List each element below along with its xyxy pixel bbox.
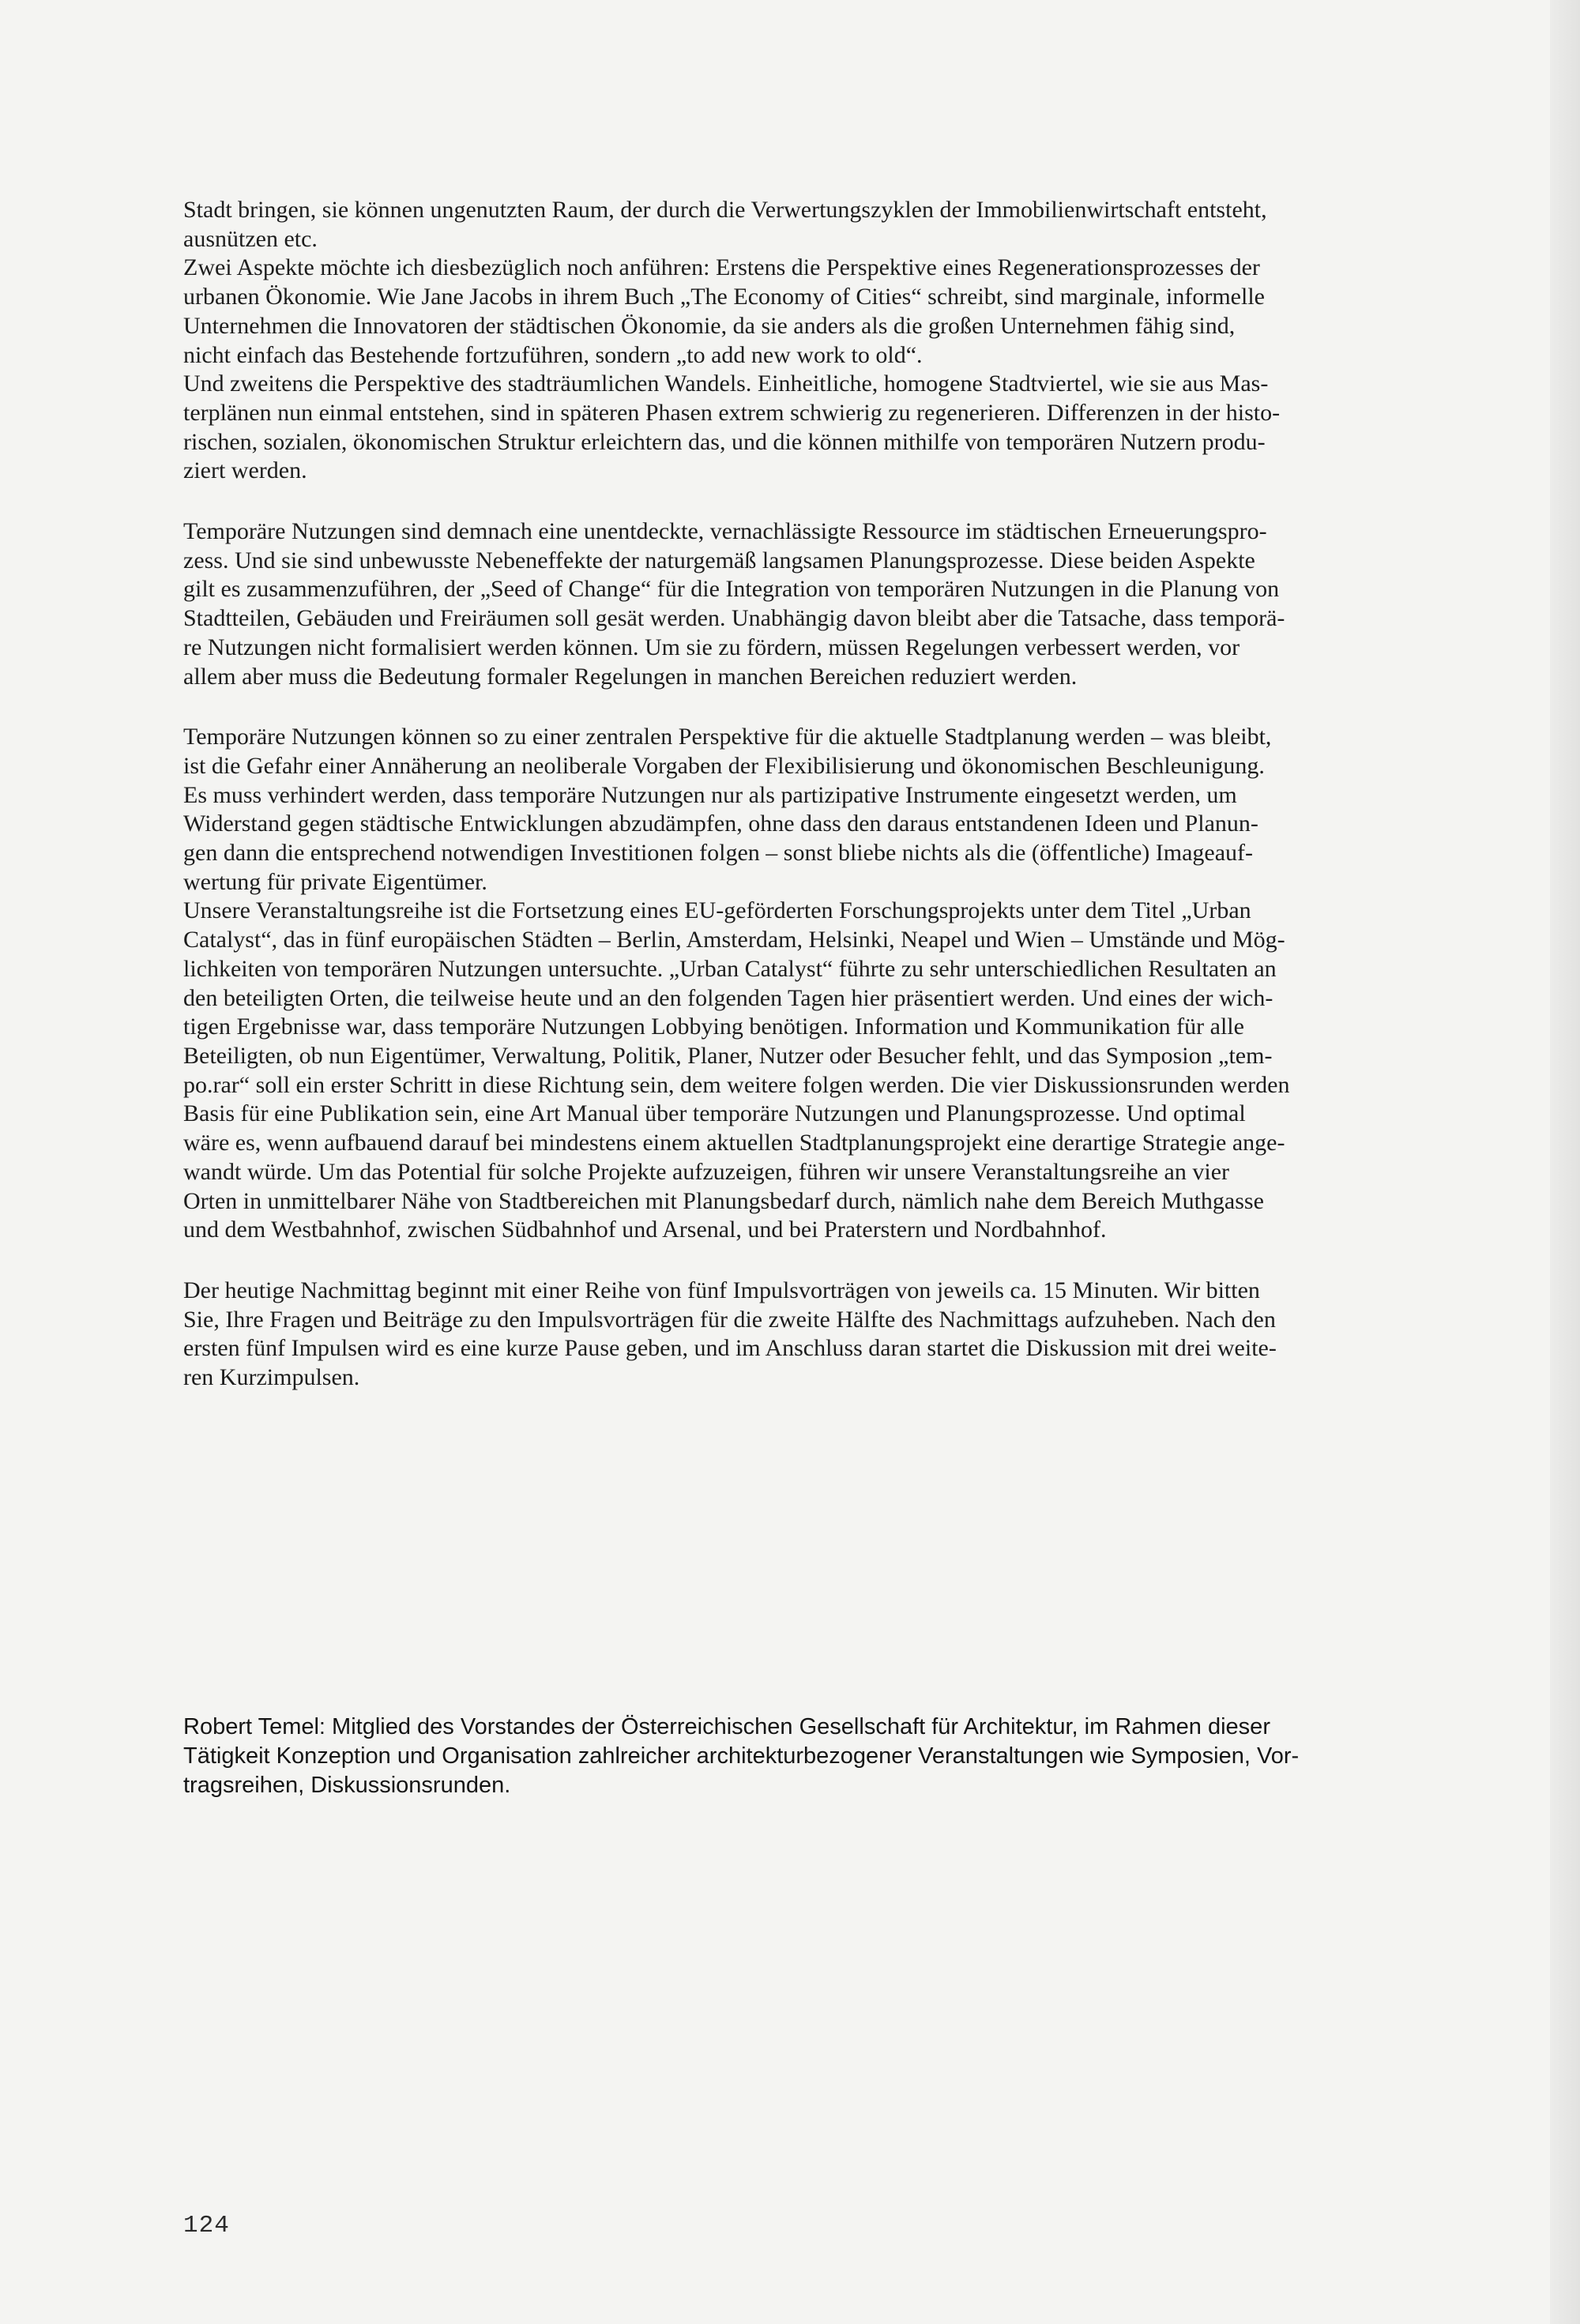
body-paragraph-4: Der heutige Nachmittag beginnt mit einer Reihe von fünf Impulsvorträgen von jeweils ca. 15 Minuten. Wir bitten Sie, Ihre Fragen und Beiträge zu den Impulsvorträgen für die zweite Hälfte des Nachmittags aufzuheben. Nach den ersten fünf Impulsen wird es eine kurze Pause geben, und im Anschluss daran startet die Diskussion mit drei weite- ren Kurzimpulsen. — [183, 1277, 1277, 1391]
page-number: 124 — [183, 2212, 230, 2239]
paragraph-gap — [183, 486, 1485, 517]
paragraph-gap — [183, 691, 1485, 723]
body-paragraph-1: Stadt bringen, sie können ungenutzten Raum, der durch die Verwertungszyklen der Immobilienwirtschaft entsteht, ausnützen etc. Zwei Aspekte möchte ich diesbezüglich noch anführen: Erstens die Perspektive eines Regenerationsprozesses der urbanen Ökonomie. Wie Jane Jacobs in ihrem Buch „The Economy of Cities“ schreibt, sind marginale, informelle Unternehmen die Innovatoren der städtischen Ökonomie, da sie anders als die großen Unternehmen fähig sind, nicht einfach das Bestehende fortzuführen, sondern „to add new work to old“. Und zweitens die Perspektive des stadträumlichen Wandels. Einheitliche, homogene Stadtviertel, wie sie aus Mas- terplänen nun einmal entstehen, sind in späteren Phasen extrem schwierig zu regenerieren. Differenzen in der histo- rischen, sozialen, ökonomischen Struktur erleichtern das, und die können mithilfe von temporären Nutzern produ- ziert werden. — [183, 197, 1281, 484]
article-body — [183, 196, 1485, 1393]
body-paragraph-2: Temporäre Nutzungen sind demnach eine unentdeckte, vernachlässigte Ressource im städtischen Erneuerungspro- zess. Und sie sind unbewusste Nebeneffekte der naturgemäß langsamen Planungsprozesse. Diese beiden Aspekte gilt es zusammenzuführen, der „Seed of Change“ für die Integration von temporären Nutzungen in die Planung von Stadtteilen, Gebäuden und Freiräumen soll gesät werden. Unabhängig davon bleibt aber die Tatsache, dass temporä- re Nutzungen nicht formalisiert werden können. Um sie zu fördern, müssen Regelungen verbessert werden, vor allem aber muss die Bedeutung formaler Regelungen in manchen Bereichen reduziert werden. — [183, 518, 1285, 690]
paragraph-gap — [183, 1245, 1485, 1277]
page-edge-shadow — [1550, 0, 1580, 2324]
body-paragraph-3: Temporäre Nutzungen können so zu einer zentralen Perspektive für die aktuelle Stadtplanung werden – was bleibt, ist die Gefahr einer Annäherung an neoliberale Vorgaben der Flexibilisierung und ökonomischen Beschleunigung. Es muss verhindert werden, dass temporäre Nutzungen nur als partizipative Instrumente eingesetzt werden, um Widerstand gegen städtische Entwicklungen abzudämpfen, ohne dass den daraus entstandenen Ideen und Planun- gen dann die entsprechend notwendigen Investitionen folgen – sonst bliebe nichts als die (öffentliche) Imageauf- wertung für private Eigentümer. Unsere Veranstaltungsreihe ist die Fortsetzung eines EU-geförderten Forschungsprojekts unter dem Titel „Urban Catalyst“, das in fünf europäischen Städten – Berlin, Amsterdam, Helsinki, Neapel und Wien – Umstände und Mög- lichkeiten von temporären Nutzungen untersuchte. „Urban Catalyst“ führte zu sehr unterschiedlichen Resultaten an den beteiligten Orten, die teilweise heute und an den folgenden Tagen hier präsentiert werden. Und eines der wich- tigen Ergebnisse war, dass temporäre Nutzungen Lobbying benötigen. Information und Kommunikation für alle Beteiligten, ob nun Eigentümer, Verwaltung, Politik, Planer, Nutzer oder Besucher fehlt, und das Symposion „tem- po.rar“ soll ein erster Schritt in diese Richtung sein, dem weitere folgen werden. Die vier Diskussionsrunden werden Basis für eine Publikation sein, eine Art Manual über temporäre Nutzungen und Planungsprozesse. Und optimal wäre es, wenn aufbauend darauf bei mindestens einem aktuellen Stadtplanungsprojekt eine derartige Strategie ange- wandt würde. Um das Potential für solche Projekte aufzuzeigen, führen wir unsere Veranstaltungsreihe an vier Orten in unmittelbarer Nähe von Stadtbereichen mit Planungsbedarf durch, nämlich nahe dem Bereich Muthgasse und dem Westbahnhof, zwischen Südbahnhof und Arsenal, und bei Praterstern und Nordbahnhof. — [183, 724, 1290, 1243]
author-bio: Robert Temel: Mitglied des Vorstandes der Österreichischen Gesellschaft für Architektur, im Rahmen dieser Tätigkeit Konzeption und Organisation zahlreicher architekturbezogener Veranstaltungen wie Symposien, Vor- tragsreihen, Diskussionsrunden. — [183, 1714, 1300, 1798]
